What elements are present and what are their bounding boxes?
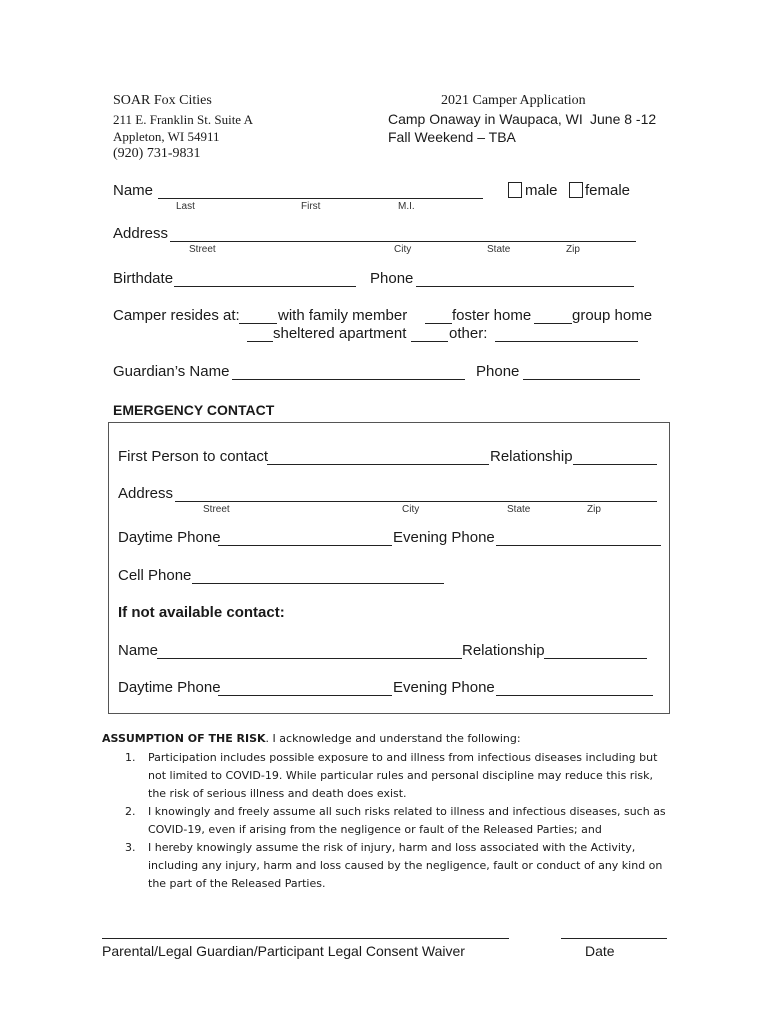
address-sub-state: State bbox=[487, 244, 511, 255]
address-sub-zip: Zip bbox=[566, 244, 580, 255]
name-sub-last: Last bbox=[176, 201, 195, 212]
birthdate-label: Birthdate bbox=[113, 270, 174, 287]
guardian-phone-label: Phone bbox=[476, 363, 520, 380]
family-member-blank[interactable] bbox=[239, 323, 277, 324]
male-label: male bbox=[525, 182, 558, 199]
evening-phone-label: Evening Phone bbox=[393, 529, 495, 546]
camp-location: Camp Onaway in Waupaca, WI bbox=[388, 111, 583, 127]
risk-item-3-line-3: the part of the Released Parties. bbox=[148, 877, 326, 890]
emergency-contact-box bbox=[108, 422, 670, 714]
guardian-name-label: Guardian’s Name bbox=[113, 363, 230, 380]
fall-weekend: Fall Weekend – TBA bbox=[388, 129, 516, 145]
consent-signature-line[interactable] bbox=[102, 938, 509, 939]
resides-foster-home: foster home bbox=[452, 307, 532, 324]
name-sub-mi: M.I. bbox=[398, 201, 415, 212]
resides-sheltered-apartment: sheltered apartment bbox=[273, 325, 407, 342]
emergency-address-sub-zip: Zip bbox=[587, 504, 601, 515]
cell-phone-field[interactable] bbox=[192, 583, 444, 584]
alt-name-label: Name bbox=[118, 642, 159, 659]
emergency-address-field[interactable] bbox=[175, 501, 657, 502]
resides-group-home: group home bbox=[572, 307, 653, 324]
emergency-address-sub-city: City bbox=[402, 504, 420, 515]
emergency-address-label: Address bbox=[118, 485, 174, 502]
alt-evening-phone-field[interactable] bbox=[496, 695, 653, 696]
risk-intro-text: . I acknowledge and understand the following: bbox=[265, 732, 521, 745]
evening-phone-field[interactable] bbox=[496, 545, 661, 546]
risk-item-3-line-1: I hereby knowingly assume the risk of injury, harm and loss associated with the Activity, bbox=[148, 841, 636, 854]
date-signature-line[interactable] bbox=[561, 938, 667, 939]
daytime-phone-field[interactable] bbox=[218, 545, 392, 546]
emergency-contact-heading: EMERGENCY CONTACT bbox=[113, 402, 275, 418]
first-person-label: First Person to contact bbox=[118, 448, 269, 465]
guardian-name-field[interactable] bbox=[232, 379, 465, 380]
alt-daytime-phone-field[interactable] bbox=[218, 695, 392, 696]
alt-relationship-label: Relationship bbox=[462, 642, 545, 659]
name-sub-first: First bbox=[301, 201, 321, 212]
guardian-phone-field[interactable] bbox=[523, 379, 640, 380]
alt-name-field[interactable] bbox=[157, 658, 462, 659]
risk-item-2-line-1: I knowingly and freely assume all such risks related to illness and infectious diseases, such as bbox=[148, 805, 666, 818]
resides-other: other: bbox=[449, 325, 488, 342]
risk-item-1-line-3: the risk of serious illness and death does exist. bbox=[148, 787, 407, 800]
first-person-field[interactable] bbox=[267, 464, 489, 465]
consent-label: Parental/Legal Guardian/Participant Legal Consent Waiver bbox=[102, 943, 465, 959]
risk-item-3-num: 3. bbox=[125, 841, 136, 854]
application-title: 2021 Camper Application bbox=[441, 93, 586, 108]
relationship-label: Relationship bbox=[490, 448, 573, 465]
risk-item-2-num: 2. bbox=[125, 805, 136, 818]
sheltered-apartment-blank[interactable] bbox=[247, 341, 273, 342]
org-address-line1: 211 E. Franklin St. Suite A bbox=[113, 112, 253, 127]
phone-field[interactable] bbox=[416, 286, 634, 287]
emergency-address-sub-street: Street bbox=[203, 504, 230, 515]
alt-evening-phone-label: Evening Phone bbox=[393, 679, 495, 696]
other-blank[interactable] bbox=[411, 341, 448, 342]
camp-dates: June 8 -12 bbox=[590, 111, 657, 127]
date-label: Date bbox=[585, 943, 615, 959]
risk-item-2-line-2: COVID-19, even if arising from the negligence or fault of the Released Parties; and bbox=[148, 823, 602, 836]
female-label: female bbox=[585, 182, 631, 199]
alt-daytime-phone-label: Daytime Phone bbox=[118, 679, 221, 696]
phone-label: Phone bbox=[370, 270, 414, 287]
risk-intro bbox=[102, 730, 521, 748]
risk-title: ASSUMPTION OF THE RISK bbox=[102, 732, 266, 745]
birthdate-field[interactable] bbox=[174, 286, 356, 287]
other-field[interactable] bbox=[495, 341, 638, 342]
male-checkbox[interactable] bbox=[508, 182, 522, 198]
alternate-contact-heading: If not available contact: bbox=[118, 604, 285, 621]
address-label: Address bbox=[113, 225, 169, 242]
risk-item-3-line-2: including any injury, harm and loss caused by the negligence, fault or conduct of any kind on bbox=[148, 859, 663, 872]
female-checkbox[interactable] bbox=[569, 182, 583, 198]
group-home-blank[interactable] bbox=[534, 323, 572, 324]
risk-item-1-num: 1. bbox=[125, 751, 136, 764]
address-field[interactable] bbox=[170, 241, 636, 242]
address-sub-street: Street bbox=[189, 244, 216, 255]
risk-item-1-line-1: Participation includes possible exposure to and illness from infectious diseases including but bbox=[148, 751, 658, 764]
alt-relationship-field[interactable] bbox=[544, 658, 647, 659]
resides-family-member: with family member bbox=[278, 307, 408, 324]
risk-item-1-line-2: not limited to COVID-19. While particular rules and personal discipline may reduce this risk, bbox=[148, 769, 653, 782]
resides-label: Camper resides at: bbox=[113, 307, 240, 324]
address-sub-city: City bbox=[394, 244, 412, 255]
org-phone: (920) 731-9831 bbox=[113, 146, 201, 161]
relationship-field[interactable] bbox=[573, 464, 657, 465]
cell-phone-label: Cell Phone bbox=[118, 567, 192, 584]
daytime-phone-label: Daytime Phone bbox=[118, 529, 221, 546]
name-field[interactable] bbox=[158, 198, 483, 199]
org-name: SOAR Fox Cities bbox=[113, 93, 212, 108]
foster-home-blank[interactable] bbox=[425, 323, 452, 324]
name-label: Name bbox=[113, 182, 154, 199]
emergency-address-sub-state: State bbox=[507, 504, 531, 515]
org-address-line2: Appleton, WI 54911 bbox=[113, 129, 220, 144]
